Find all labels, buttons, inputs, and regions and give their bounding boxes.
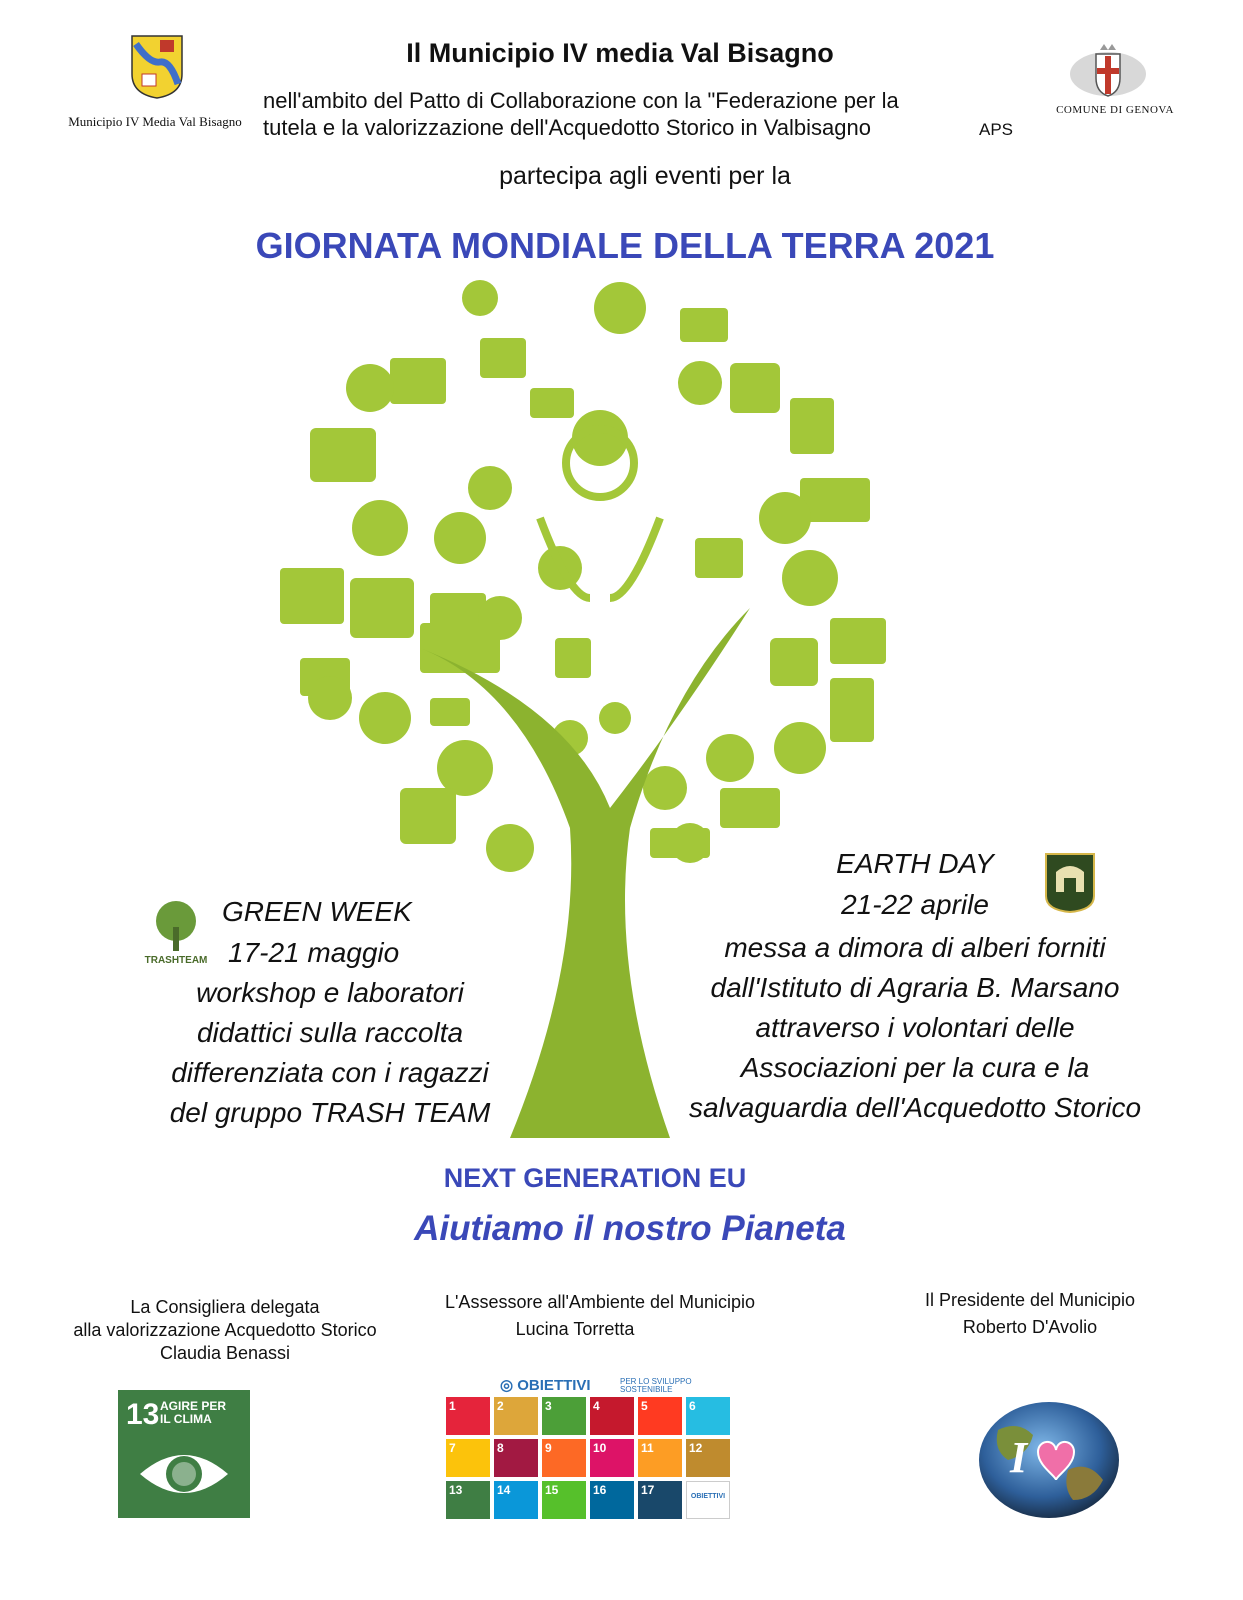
genova-coat-of-arms-icon xyxy=(1068,40,1148,100)
sdg13-logo xyxy=(118,1390,250,1518)
header-line-3: partecipa agli eventi per la xyxy=(499,162,791,190)
sdg-tile xyxy=(638,1439,682,1477)
sdg-tile xyxy=(590,1397,634,1435)
sdg-tile xyxy=(686,1397,730,1435)
sdg-header-small xyxy=(620,1378,692,1394)
assessore-name: Lucina Torretta xyxy=(515,1319,635,1339)
svg-text:I: I xyxy=(1010,1433,1028,1482)
sdg-tile xyxy=(446,1397,490,1435)
green-week-line: workshop e laboratori xyxy=(196,977,464,1008)
sdg-tile xyxy=(494,1439,538,1477)
trashteam-logo-icon xyxy=(138,897,214,969)
trashteam-logo-text: TRASHTEAM xyxy=(144,955,208,966)
presidente-name: Roberto D'Avolio xyxy=(962,1317,1098,1337)
sdg-header-small-line: PER LO SVILUPPO xyxy=(620,1377,692,1386)
green-week-line: differenziata con i ragazzi xyxy=(171,1057,489,1088)
sdg-tile xyxy=(686,1439,730,1477)
consigliera-name: Claudia Benassi xyxy=(159,1343,291,1363)
municipio-coat-of-arms-icon xyxy=(130,34,184,100)
sdg-tile xyxy=(494,1481,538,1519)
sdg-footer-tile: OBIETTIVI xyxy=(686,1481,730,1519)
sdg13-label xyxy=(160,1400,240,1426)
sdg-tile-number: 3 xyxy=(545,1399,552,1413)
header-line-2: tutela e la valorizzazione dell'Acquedotto Storico in Valbisagno xyxy=(263,115,871,140)
aqueduct-badge-icon xyxy=(1044,852,1096,914)
sdg-tile-number: 16 xyxy=(593,1483,607,1497)
slogan: Aiutiamo il nostro Pianeta xyxy=(414,1209,846,1248)
header-line-1: nell'ambito del Patto di Collaborazione con la "Federazione per la xyxy=(263,88,899,113)
sdg-grid-header: ◎ OBIETTIVI xyxy=(500,1377,591,1394)
sdg-tile xyxy=(542,1397,586,1435)
sdg13-number: 13 xyxy=(126,1398,160,1431)
sdg-tile xyxy=(590,1481,634,1519)
sdg-tile-number: 14 xyxy=(497,1483,511,1497)
green-week-line: del gruppo TRASH TEAM xyxy=(169,1097,491,1128)
earth-day-line: Associazioni per la cura e la xyxy=(740,1052,1090,1083)
sdg-tile-number: 11 xyxy=(641,1441,654,1455)
municipio-caption: Municipio IV Media Val Bisagno xyxy=(68,114,242,129)
sdg-header-text: OBIETTIVI xyxy=(517,1377,591,1394)
sdg-tile xyxy=(542,1481,586,1519)
sdg13-label-line: AGIRE PER xyxy=(160,1399,227,1413)
consigliera-role: La Consigliera delegata xyxy=(130,1297,320,1317)
sdg-tile xyxy=(638,1397,682,1435)
earth-day-line: salvaguardia dell'Acquedotto Storico xyxy=(688,1092,1142,1123)
earth-day-line: dall'Istituto di Agraria B. Marsano xyxy=(710,972,1120,1003)
sdg-tile-number: 7 xyxy=(449,1441,456,1455)
sdg-tile-number: 9 xyxy=(545,1441,552,1455)
sdg-tile xyxy=(638,1481,682,1519)
header-aps: APS xyxy=(979,120,1014,139)
eye-earth-icon xyxy=(136,1442,232,1506)
earth-love-icon xyxy=(978,1400,1120,1520)
sdg-tile-number: 1 xyxy=(449,1399,456,1413)
main-title: GIORNATA MONDIALE DELLA TERRA 2021 xyxy=(255,225,995,266)
presidente-role: Il Presidente del Municipio xyxy=(924,1290,1136,1310)
earth-day-line: attraverso i volontari delle xyxy=(755,1012,1075,1043)
earth-day-date: 21-22 aprile xyxy=(841,889,989,920)
sdg-tile-number: 6 xyxy=(689,1399,696,1413)
sdg-grid xyxy=(446,1397,730,1519)
sdg-tile xyxy=(446,1481,490,1519)
sdg-tile-number: 10 xyxy=(593,1441,607,1455)
assessore-role: L'Assessore all'Ambiente del Municipio xyxy=(444,1292,756,1312)
sdg13-label-line: IL CLIMA xyxy=(160,1412,212,1426)
sdg-header-small-line: SOSTENIBILE xyxy=(620,1385,673,1394)
sdg-tile xyxy=(590,1439,634,1477)
sdg-tile-number: 4 xyxy=(593,1399,600,1413)
green-week-line: didattici sulla raccolta xyxy=(196,1017,464,1048)
header-title: Il Municipio IV media Val Bisagno xyxy=(406,38,834,68)
sdg-tile-number: 15 xyxy=(545,1483,559,1497)
next-generation-heading: NEXT GENERATION EU xyxy=(443,1163,747,1193)
sdg-tile-number: 13 xyxy=(449,1483,463,1497)
sdg-tile xyxy=(494,1397,538,1435)
sdg-tile-number: 2 xyxy=(497,1399,504,1413)
green-week-title: GREEN WEEK xyxy=(222,896,412,927)
sdg-tile-number: 5 xyxy=(641,1399,648,1413)
green-week-date: 17-21 maggio xyxy=(228,937,400,968)
earth-day-line: messa a dimora di alberi forniti xyxy=(724,932,1106,963)
sdg-tile-number: 12 xyxy=(689,1441,703,1455)
sdg-tile-number: 17 xyxy=(641,1483,655,1497)
sdg-tile-number: 8 xyxy=(497,1441,504,1455)
consigliera-role-2: alla valorizzazione Acquedotto Storico xyxy=(73,1320,377,1340)
genova-caption: COMUNE DI GENOVA xyxy=(1056,104,1174,116)
earth-day-title: EARTH DAY xyxy=(836,848,994,879)
sdg-tile xyxy=(446,1439,490,1477)
sdg-tile xyxy=(542,1439,586,1477)
